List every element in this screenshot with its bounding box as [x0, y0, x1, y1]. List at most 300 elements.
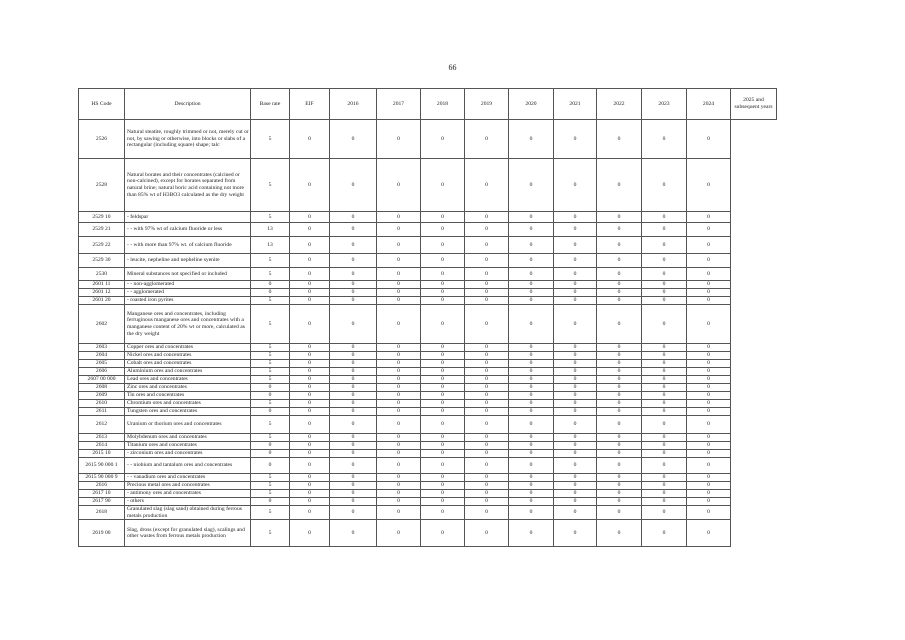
base-rate-cell: 0	[251, 458, 290, 474]
table-row	[79, 254, 777, 268]
rate-cell: 0	[687, 506, 731, 520]
table-row	[79, 268, 777, 281]
table-row	[79, 434, 777, 442]
column-header: 2024	[687, 89, 731, 120]
hs-code-cell: 2602	[79, 305, 125, 344]
rate-cell: 0	[642, 352, 687, 360]
rate-cell: 0	[465, 159, 509, 212]
rate-cell: 0	[554, 400, 597, 408]
rate-cell: 0	[330, 458, 377, 474]
rate-cell: 0	[377, 520, 421, 547]
rate-cell: 0	[421, 416, 465, 434]
rate-cell: 0	[554, 384, 597, 392]
base-rate-cell: 5	[251, 400, 290, 408]
rate-cell: 0	[377, 352, 421, 360]
rate-cell: 0	[421, 482, 465, 490]
rate-cell: 0	[377, 490, 421, 498]
base-rate-cell: 5	[251, 490, 290, 498]
hs-code-cell: 2530	[79, 268, 125, 281]
base-rate-cell: 5	[251, 416, 290, 434]
rate-cell: 0	[687, 376, 731, 384]
rate-cell: 0	[687, 474, 731, 482]
rate-cell: 0	[554, 408, 597, 416]
description-cell: - - niobium and tantalum ores and concentrates	[125, 458, 251, 474]
rate-cell: 0	[290, 237, 330, 254]
rate-cell: 0	[687, 442, 731, 450]
hs-code-cell: 2612	[79, 416, 125, 434]
rate-cell: 0	[330, 490, 377, 498]
rate-cell: 0	[330, 368, 377, 376]
rate-cell: 0	[597, 254, 642, 268]
hs-code-cell: 2528	[79, 159, 125, 212]
rate-cell: 0	[597, 120, 642, 159]
hs-code-cell: 2617 90	[79, 498, 125, 506]
rate-cell: 0	[642, 159, 687, 212]
rate-cell: 0	[597, 498, 642, 506]
rate-cell: 0	[377, 268, 421, 281]
rate-cell: 0	[421, 458, 465, 474]
rate-cell: 0	[377, 498, 421, 506]
table-row	[79, 305, 777, 344]
description-cell: Mineral substances not specified or included	[125, 268, 251, 281]
rate-cell: 0	[687, 384, 731, 392]
rate-cell: 0	[642, 305, 687, 344]
rate-cell: 0	[465, 268, 509, 281]
rate-cell: 0	[554, 458, 597, 474]
rate-cell: 0	[642, 384, 687, 392]
rate-cell: 0	[377, 120, 421, 159]
base-rate-cell: 5	[251, 344, 290, 352]
base-rate-cell: 5	[251, 268, 290, 281]
rate-cell: 0	[554, 498, 597, 506]
rate-cell: 0	[597, 474, 642, 482]
rate-cell: 0	[330, 474, 377, 482]
rate-cell: 0	[377, 237, 421, 254]
rate-cell: 0	[554, 281, 597, 289]
rate-cell: 0	[554, 120, 597, 159]
rate-cell: 0	[330, 344, 377, 352]
rate-cell: 0	[421, 212, 465, 223]
rate-cell: 0	[421, 442, 465, 450]
hs-code-cell: 2609	[79, 392, 125, 400]
description-cell: Natural borates and their concentrates (calcined or non-calcined), except for borates separated from natural brine; natural boric acid containing not more than 85% wt of H3BO3 calculated as the dry weight	[125, 159, 251, 212]
description-cell: Precious metal ores and concentrates	[125, 482, 251, 490]
rate-cell: 0	[421, 520, 465, 547]
description-cell: Titanium ores and concentrates	[125, 442, 251, 450]
hs-code-cell: 2605	[79, 360, 125, 368]
rate-cell: 0	[642, 520, 687, 547]
rate-cell: 0	[290, 289, 330, 297]
base-rate-cell: 5	[251, 368, 290, 376]
rate-cell: 0	[642, 498, 687, 506]
rate-cell: 0	[290, 474, 330, 482]
rate-cell: 0	[642, 254, 687, 268]
rate-cell: 0	[465, 376, 509, 384]
rate-cell: 0	[642, 482, 687, 490]
rate-cell: 0	[330, 237, 377, 254]
hs-code-cell: 2610	[79, 400, 125, 408]
rate-cell: 0	[377, 368, 421, 376]
table-row	[79, 506, 777, 520]
rate-cell: 0	[642, 450, 687, 458]
rate-cell: 0	[330, 520, 377, 547]
base-rate-cell: 5	[251, 120, 290, 159]
rate-cell: 0	[290, 212, 330, 223]
tariff-table	[78, 88, 777, 547]
table-row	[79, 416, 777, 434]
rate-cell: 0	[509, 223, 554, 237]
rate-cell: 0	[554, 352, 597, 360]
rate-cell: 0	[554, 159, 597, 212]
base-rate-cell: 0	[251, 442, 290, 450]
rate-cell: 0	[687, 434, 731, 442]
rate-cell: 0	[465, 120, 509, 159]
description-cell: - - vanadium ores and concentrates	[125, 474, 251, 482]
description-cell: Nickel ores and concentrates	[125, 352, 251, 360]
rate-cell: 0	[554, 520, 597, 547]
rate-cell: 0	[554, 376, 597, 384]
base-rate-cell: 5	[251, 297, 290, 305]
rate-cell: 0	[421, 490, 465, 498]
rate-cell: 0	[509, 159, 554, 212]
rate-cell: 0	[642, 281, 687, 289]
rate-cell: 0	[330, 120, 377, 159]
rate-cell: 0	[465, 498, 509, 506]
rate-cell: 0	[597, 520, 642, 547]
rate-cell: 0	[687, 268, 731, 281]
hs-code-cell: 2611	[79, 408, 125, 416]
rate-cell: 0	[290, 498, 330, 506]
base-rate-cell: 5	[251, 474, 290, 482]
rate-cell: 0	[687, 297, 731, 305]
rate-cell: 0	[290, 392, 330, 400]
rate-cell: 0	[290, 490, 330, 498]
rate-cell: 0	[509, 360, 554, 368]
description-cell: - - with more than 97% wt. of calcium fluoride	[125, 237, 251, 254]
rate-cell: 0	[687, 254, 731, 268]
description-cell: - antimony ores and concentrates	[125, 490, 251, 498]
rate-cell: 0	[597, 506, 642, 520]
rate-cell: 0	[597, 384, 642, 392]
rate-cell: 0	[597, 344, 642, 352]
description-cell: - zirconium ores and concentrates	[125, 450, 251, 458]
rate-cell: 0	[554, 268, 597, 281]
rate-cell: 0	[290, 376, 330, 384]
base-rate-cell: 5	[251, 254, 290, 268]
hs-code-cell: 2616	[79, 482, 125, 490]
rate-cell: 0	[597, 297, 642, 305]
rate-cell: 0	[509, 305, 554, 344]
rate-cell: 0	[421, 281, 465, 289]
hs-code-cell: 2529 30	[79, 254, 125, 268]
rate-cell: 0	[421, 450, 465, 458]
rate-cell: 0	[330, 159, 377, 212]
rate-cell: 0	[509, 281, 554, 289]
rate-cell: 0	[597, 376, 642, 384]
rate-cell: 0	[290, 254, 330, 268]
rate-cell: 0	[465, 212, 509, 223]
rate-cell: 0	[465, 392, 509, 400]
rate-cell: 0	[377, 297, 421, 305]
rate-cell: 0	[465, 254, 509, 268]
rate-cell: 0	[330, 392, 377, 400]
rate-cell: 0	[421, 474, 465, 482]
rate-cell: 0	[554, 289, 597, 297]
table-row	[79, 482, 777, 490]
description-cell: Natural steatite, roughly trimmed or not, merely cut or not, by sawing or otherwise, into blocks or slabs of a rectangular (including square) shape; talc	[125, 120, 251, 159]
rate-cell: 0	[554, 490, 597, 498]
rate-cell: 0	[597, 159, 642, 212]
rate-cell: 0	[421, 352, 465, 360]
header-row	[79, 89, 777, 120]
rate-cell: 0	[421, 498, 465, 506]
rate-cell: 0	[642, 416, 687, 434]
rate-cell: 0	[642, 268, 687, 281]
description-cell: Molybdenum ores and concentrates	[125, 434, 251, 442]
hs-code-cell: 2601 11	[79, 281, 125, 289]
rate-cell: 0	[642, 237, 687, 254]
rate-cell: 0	[377, 434, 421, 442]
rate-cell: 0	[330, 400, 377, 408]
column-header: 2021	[554, 89, 597, 120]
hs-code-cell: 2526	[79, 120, 125, 159]
rate-cell: 0	[377, 458, 421, 474]
rate-cell: 0	[465, 297, 509, 305]
rate-cell: 0	[330, 212, 377, 223]
rate-cell: 0	[330, 360, 377, 368]
rate-cell: 0	[330, 498, 377, 506]
rate-cell: 0	[377, 400, 421, 408]
rate-cell: 0	[642, 490, 687, 498]
rate-cell: 0	[330, 352, 377, 360]
rate-cell: 0	[642, 360, 687, 368]
rate-cell: 0	[509, 474, 554, 482]
rate-cell: 0	[509, 376, 554, 384]
rate-cell: 0	[330, 408, 377, 416]
rate-cell: 0	[509, 352, 554, 360]
rate-cell: 0	[642, 400, 687, 408]
column-header: 2016	[330, 89, 377, 120]
rate-cell: 0	[330, 289, 377, 297]
rate-cell: 0	[509, 482, 554, 490]
rate-cell: 0	[377, 442, 421, 450]
column-header: Base rate	[251, 89, 290, 120]
base-rate-cell: 5	[251, 434, 290, 442]
rate-cell: 0	[554, 368, 597, 376]
rate-cell: 0	[290, 352, 330, 360]
rate-cell: 0	[421, 268, 465, 281]
rate-cell: 0	[290, 458, 330, 474]
hs-code-cell: 2529 21	[79, 223, 125, 237]
rate-cell: 0	[509, 520, 554, 547]
base-rate-cell: 0	[251, 289, 290, 297]
rate-cell: 0	[509, 120, 554, 159]
rate-cell: 0	[290, 159, 330, 212]
rate-cell: 0	[330, 416, 377, 434]
rate-cell: 0	[465, 442, 509, 450]
table-row	[79, 392, 777, 400]
rate-cell: 0	[377, 474, 421, 482]
rate-cell: 0	[377, 289, 421, 297]
description-cell: Zinc ores and concentrates	[125, 384, 251, 392]
rate-cell: 0	[421, 360, 465, 368]
table-row	[79, 237, 777, 254]
rate-cell: 0	[290, 520, 330, 547]
rate-cell: 0	[465, 237, 509, 254]
rate-cell: 0	[465, 305, 509, 344]
rate-cell: 0	[290, 223, 330, 237]
rate-cell: 0	[642, 376, 687, 384]
rate-cell: 0	[687, 352, 731, 360]
rate-cell: 0	[290, 305, 330, 344]
description-cell: - - with 97% wt of calcium fluoride or less	[125, 223, 251, 237]
rate-cell: 0	[509, 490, 554, 498]
hs-code-cell: 2613	[79, 434, 125, 442]
table-row	[79, 212, 777, 223]
hs-code-cell: 2617 10	[79, 490, 125, 498]
rate-cell: 0	[330, 384, 377, 392]
table-row	[79, 520, 777, 547]
rate-cell: 0	[509, 297, 554, 305]
hs-code-cell: 2618	[79, 506, 125, 520]
rate-cell: 0	[687, 360, 731, 368]
rate-cell: 0	[330, 376, 377, 384]
description-cell: Uranium or thorium ores and concentrates	[125, 416, 251, 434]
rate-cell: 0	[465, 289, 509, 297]
rate-cell: 0	[421, 289, 465, 297]
rate-cell: 0	[465, 520, 509, 547]
rate-cell: 0	[642, 442, 687, 450]
rate-cell: 0	[290, 344, 330, 352]
column-header: 2019	[465, 89, 509, 120]
rate-cell: 0	[554, 212, 597, 223]
description-cell: - - agglomerated	[125, 289, 251, 297]
description-cell: Cobalt ores and concentrates	[125, 360, 251, 368]
rate-cell: 0	[509, 344, 554, 352]
rate-cell: 0	[597, 416, 642, 434]
rate-cell: 0	[377, 360, 421, 368]
rate-cell: 0	[290, 450, 330, 458]
hs-code-cell: 2529 22	[79, 237, 125, 254]
rate-cell: 0	[509, 289, 554, 297]
rate-cell: 0	[687, 392, 731, 400]
rate-cell: 0	[597, 212, 642, 223]
rate-cell: 0	[554, 434, 597, 442]
rate-cell: 0	[554, 416, 597, 434]
rate-cell: 0	[465, 352, 509, 360]
rate-cell: 0	[597, 392, 642, 400]
rate-cell: 0	[377, 408, 421, 416]
rate-cell: 0	[330, 434, 377, 442]
description-cell: Tin ores and concentrates	[125, 392, 251, 400]
table-row	[79, 474, 777, 482]
rate-cell: 0	[554, 305, 597, 344]
rate-cell: 0	[597, 434, 642, 442]
rate-cell: 0	[377, 384, 421, 392]
rate-cell: 0	[377, 159, 421, 212]
rate-cell: 0	[642, 297, 687, 305]
rate-cell: 0	[687, 281, 731, 289]
rate-cell: 0	[421, 434, 465, 442]
rate-cell: 0	[290, 297, 330, 305]
hs-code-cell: 2603	[79, 344, 125, 352]
rate-cell: 0	[290, 384, 330, 392]
table-row	[79, 498, 777, 506]
rate-cell: 0	[554, 223, 597, 237]
rate-cell: 0	[597, 223, 642, 237]
rate-cell: 0	[290, 360, 330, 368]
rate-cell: 0	[377, 281, 421, 289]
rate-cell: 0	[465, 360, 509, 368]
base-rate-cell: 0	[251, 450, 290, 458]
rate-cell: 0	[509, 506, 554, 520]
page-number: 66	[448, 63, 457, 72]
column-header: Description	[125, 89, 251, 120]
rate-cell: 0	[687, 408, 731, 416]
base-rate-cell: 5	[251, 159, 290, 212]
rate-cell: 0	[642, 434, 687, 442]
rate-cell: 0	[597, 442, 642, 450]
rate-cell: 0	[509, 450, 554, 458]
description-cell: Manganese ores and concentrates, including ferruginous manganese ores and concentrates with a manganese content of 20% wt or more, calculated as the dry weight	[125, 305, 251, 344]
rate-cell: 0	[597, 237, 642, 254]
rate-cell: 0	[597, 305, 642, 344]
rate-cell: 0	[509, 212, 554, 223]
hs-code-cell: 2601 12	[79, 289, 125, 297]
table-row	[79, 368, 777, 376]
rate-cell: 0	[642, 474, 687, 482]
rate-cell: 0	[687, 344, 731, 352]
rate-cell: 0	[597, 268, 642, 281]
rate-cell: 0	[687, 498, 731, 506]
column-header: 2017	[377, 89, 421, 120]
rate-cell: 0	[687, 482, 731, 490]
column-header: HS Code	[79, 89, 125, 120]
rate-cell: 0	[465, 223, 509, 237]
rate-cell: 0	[554, 297, 597, 305]
rate-cell: 0	[509, 254, 554, 268]
base-rate-cell: 13	[251, 237, 290, 254]
description-cell: Chromium ores and concentrates	[125, 400, 251, 408]
rate-cell: 0	[597, 482, 642, 490]
table-row	[79, 408, 777, 416]
hs-code-cell: 2601 20	[79, 297, 125, 305]
rate-cell: 0	[290, 482, 330, 490]
column-header: 2018	[421, 89, 465, 120]
rate-cell: 0	[330, 305, 377, 344]
rate-cell: 0	[290, 281, 330, 289]
rate-cell: 0	[465, 450, 509, 458]
table-row	[79, 376, 777, 384]
description-cell: - leucite, nepheline and nepheline syenite	[125, 254, 251, 268]
rate-cell: 0	[687, 289, 731, 297]
rate-cell: 0	[687, 400, 731, 408]
base-rate-cell: 0	[251, 498, 290, 506]
base-rate-cell: 5	[251, 360, 290, 368]
table-row	[79, 360, 777, 368]
base-rate-cell: 0	[251, 281, 290, 289]
rate-cell: 0	[465, 482, 509, 490]
description-cell: Granulated slag (slag sand) obtained during ferrous metals production	[125, 506, 251, 520]
rate-cell: 0	[377, 450, 421, 458]
table-row	[79, 490, 777, 498]
rate-cell: 0	[377, 416, 421, 434]
table-row	[79, 384, 777, 392]
rate-cell: 0	[509, 434, 554, 442]
table-row	[79, 289, 777, 297]
rate-cell: 0	[509, 392, 554, 400]
rate-cell: 0	[642, 289, 687, 297]
